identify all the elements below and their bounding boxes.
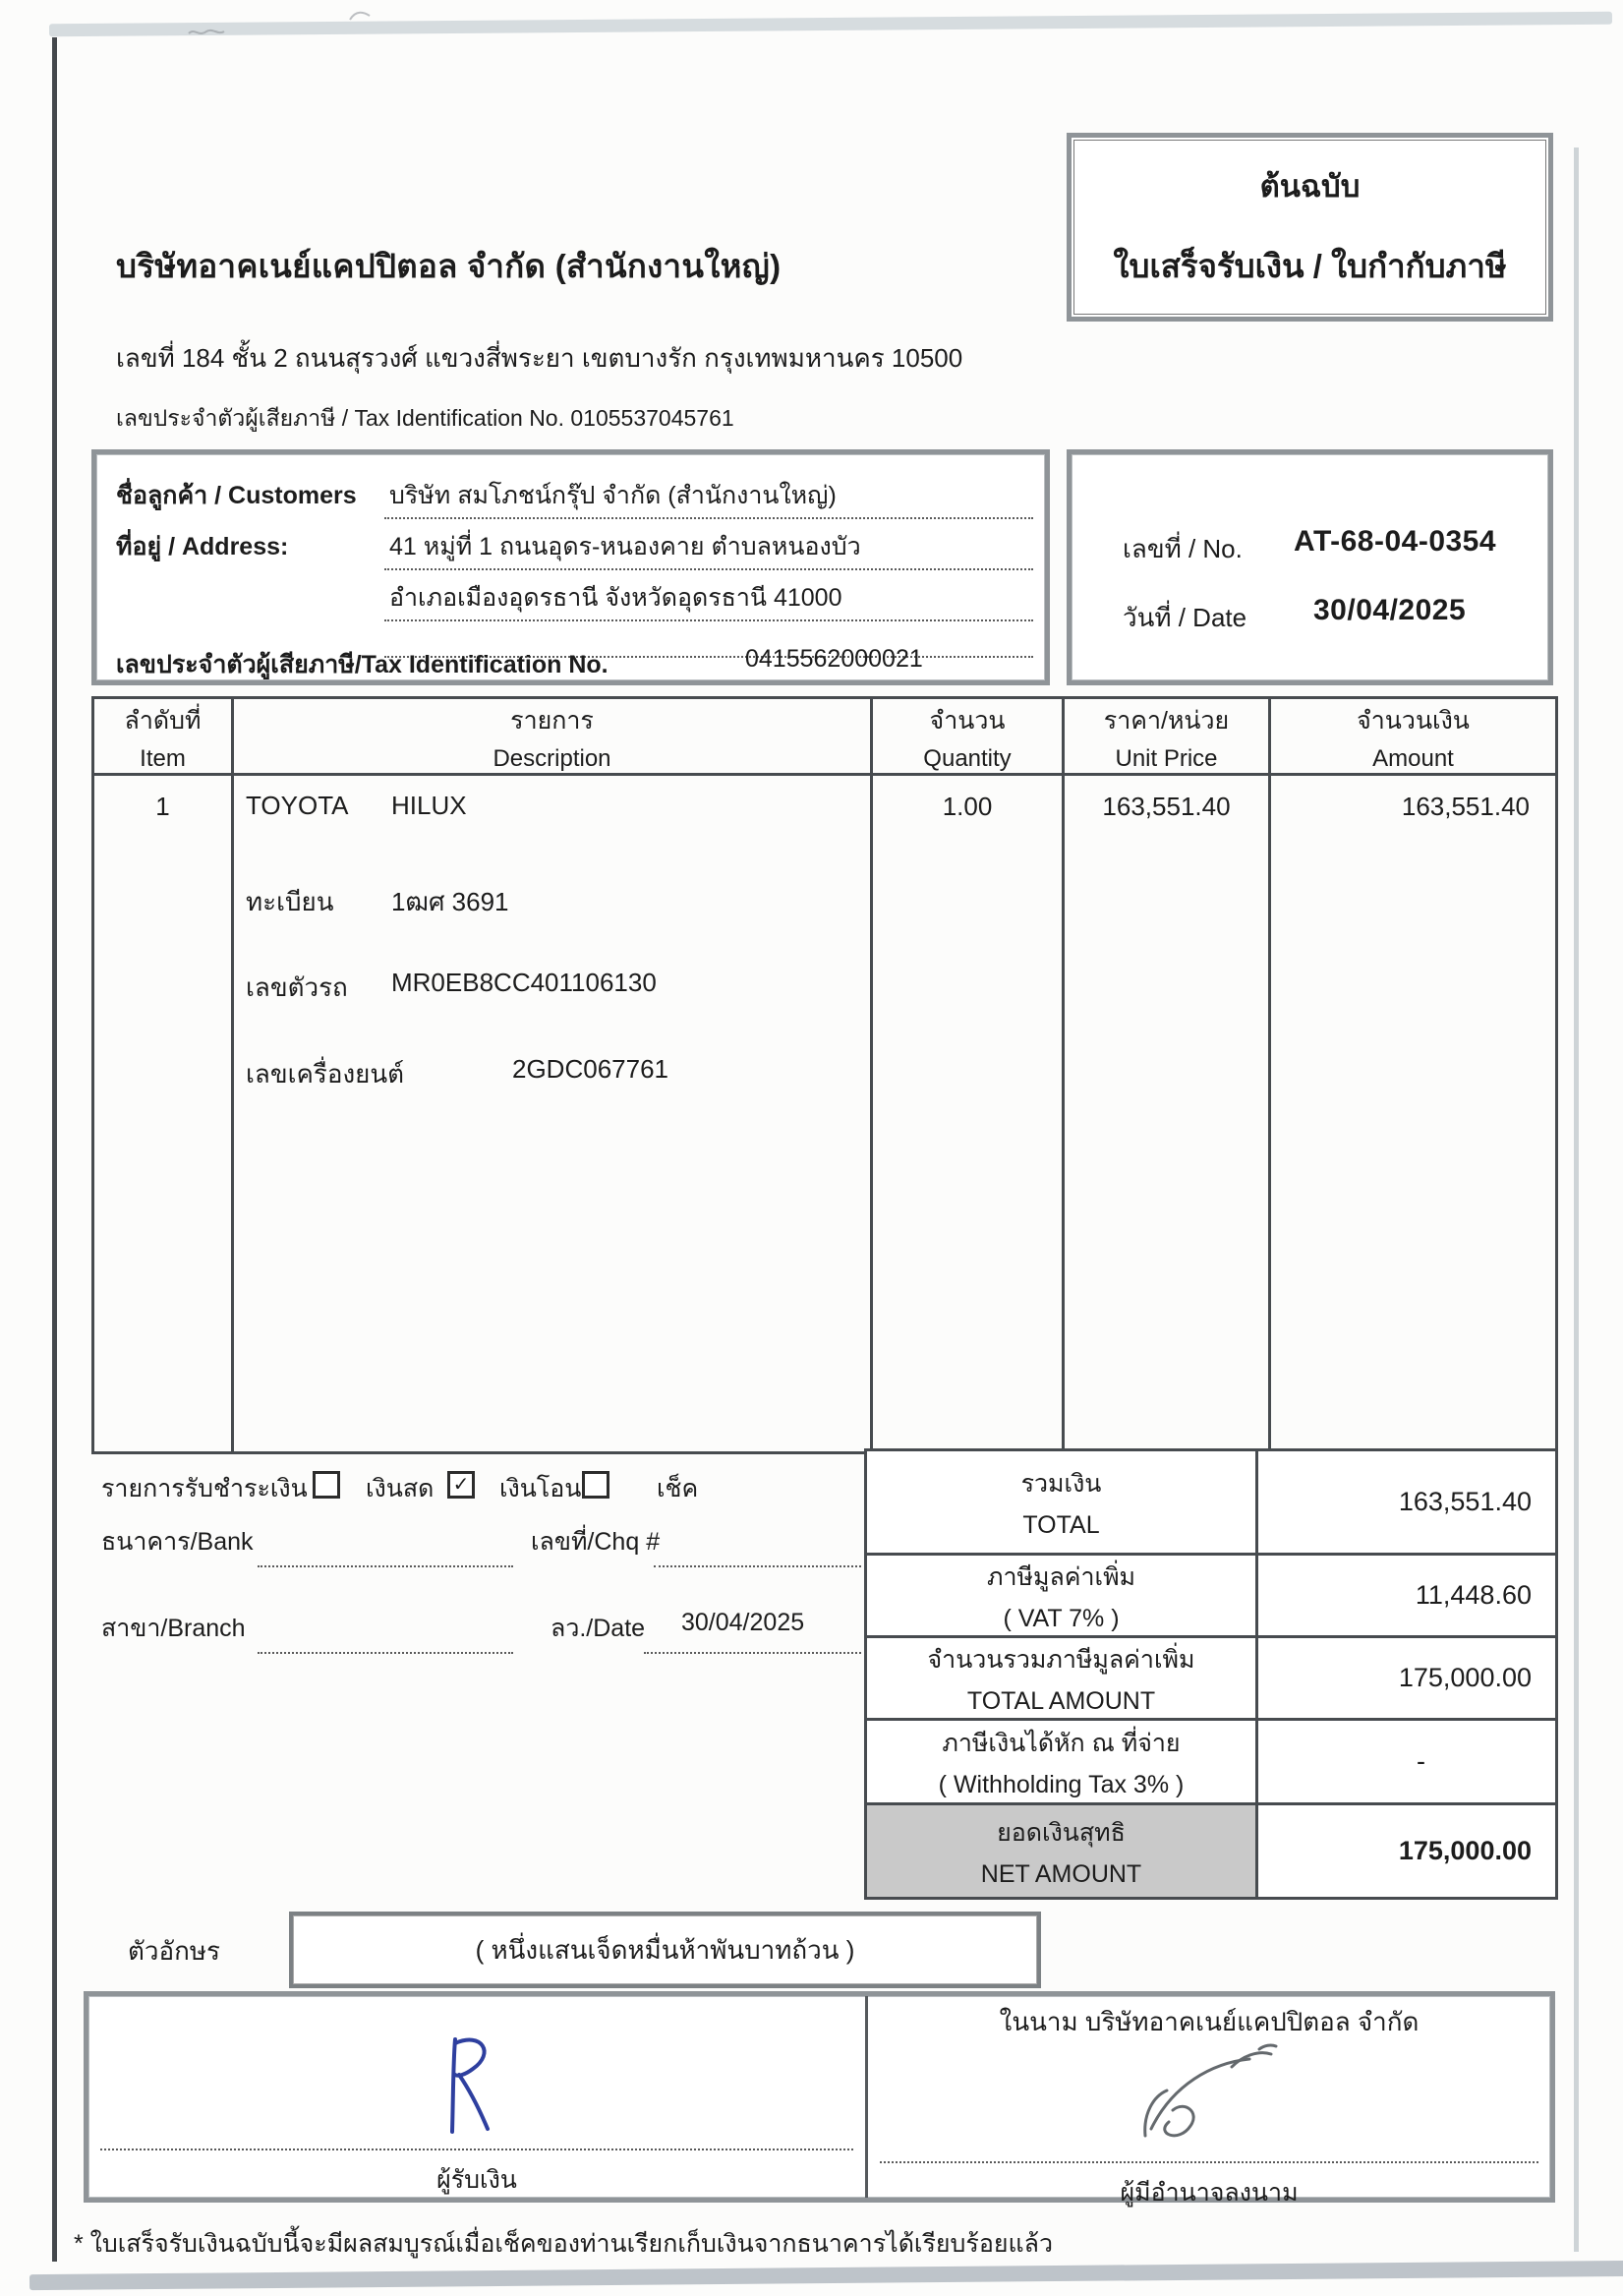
validity-footnote: * ใบเสร็จรับเงินฉบับนี้จะมีผลสมบูรณ์เมื่อเช็คของท่านเรียกเก็บเงินจากธนาคารได้เรียบร้อยแล้ว [74,2230,1053,2258]
receiver-signature-mark [440,2033,499,2137]
scan-left-edge-artifact [52,37,57,2262]
col-header-unit-price [1064,698,1270,775]
total-amount-label-cell [866,1637,1257,1720]
transfer-checkbox: ✓ [447,1471,475,1499]
net-amount-value-cell: 175,000.00 [1257,1804,1557,1899]
pencil-mark [185,20,244,43]
pencil-mark [346,6,376,26]
withholding-tax-label-th: ภาษีเงินได้หัก ณ ที่จ่าย [942,1730,1181,1757]
col-header-quantity-th: จำนวน [929,707,1006,735]
cheque-number-label: เลขที่/Chq # [531,1528,661,1556]
seller-tax-id: เลขประจำตัวผู้เสียภาษี / Tax Identification No. 0105537045761 [116,405,734,431]
authorized-signature-line [880,2161,1538,2163]
col-header-item [93,698,233,775]
customer-name-label: ชื่อลูกค้า / Customers [116,482,357,509]
cheque-option-label: เช็ค [657,1475,699,1502]
col-header-unit-price-th: ราคา/หน่วย [1103,707,1230,735]
withholding-tax-label-cell [866,1720,1257,1804]
withholding-tax-row [866,1720,1557,1804]
amount-in-words-box [289,1912,1041,1988]
customer-name-value: บริษัท สมโภชน์กรุ๊ป จำกัด (สำนักงานใหญ่) [389,482,837,509]
receiver-signature-line [100,2149,853,2150]
col-header-description-en: Description [493,745,611,772]
amount-in-words-value: ( หนึ่งแสนเจ็ดหมื่นห้าพันบาทถ้วน ) [475,1934,855,1965]
withholding-tax-value-cell: - [1257,1720,1557,1804]
ruled-line [384,568,1033,570]
customer-address-label: ที่อยู่ / Address: [116,533,289,560]
seller-company-name: บริษัทอาคเนย์แคปปิตอล จำกัด (สำนักงานใหญ่) [116,248,782,284]
scan-top-edge-artifact [49,12,1612,36]
bank-fill-line [258,1565,513,1567]
col-header-description [233,698,872,775]
col-header-amount-th: จำนวนเงิน [1357,707,1470,735]
engine-number-label: เลขเครื่องยนต์ [246,1059,405,1089]
receiver-signature-cell [88,1996,865,2198]
net-amount-label-en: NET AMOUNT [980,1860,1142,1888]
item-unit-price-cell: 163,551.40 [1064,775,1270,1453]
chassis-number-label: เลขตัวรถ [246,972,348,1002]
scan-bottom-edge-artifact [29,2261,1623,2290]
doc-date-label: วันที่ / Date [1123,603,1247,632]
col-header-item-th: ลำดับที่ [124,707,202,735]
cheque-date-label: ลว./Date [551,1615,646,1642]
vehicle-brand: TOYOTA [246,791,349,820]
cheque-date-fill-line [644,1652,861,1654]
doc-number-label: เลขที่ / No. [1123,534,1243,563]
col-header-unit-price-en: Unit Price [1115,745,1218,772]
items-table [91,696,1558,1454]
net-amount-label-th: ยอดเงินสุทธิ [997,1819,1126,1847]
authorized-caption: ผู้มีอำนาจลงนาม [1120,2179,1299,2207]
cash-option-label: เงินสด [366,1475,435,1502]
seller-address: เลขที่ 184 ชั้น 2 ถนนสุรวงศ์ แขวงสี่พระยา เขตบางรัก กรุงเทพมหานคร 10500 [116,343,963,373]
cheque-date-value: 30/04/2025 [681,1609,805,1636]
item-number-cell: 1 [93,775,233,1453]
customer-tax-id-value: 0415562000021 [745,645,923,673]
customer-address-line1: 41 หมู่ที่ 1 ถนนอุดร-หนองคาย ตำบลหนองบัว [389,533,861,560]
item-quantity-cell: 1.00 [872,775,1064,1453]
on-behalf-of-text: ในนาม บริษัทอาคเนย์แคปปิตอล จำกัด [999,2007,1420,2036]
total-label-th: รวมเงิน [1020,1470,1102,1498]
total-amount-value-cell: 175,000.00 [1257,1637,1557,1720]
bank-label: ธนาคาร/Bank [101,1528,254,1556]
doc-date-value: 30/04/2025 [1313,594,1467,626]
vat-row [866,1555,1557,1637]
branch-label: สาขา/Branch [101,1615,246,1642]
cash-checkbox [313,1471,340,1499]
total-amount-row [866,1637,1557,1720]
items-header-row [93,698,1557,775]
customer-address-line2: อำเภอเมืองอุดรธานี จังหวัดอุดรธานี 41000 [389,584,842,612]
receiver-caption: ผู้รับเงิน [436,2166,517,2194]
engine-number-value: 2GDC067761 [512,1054,668,1084]
col-header-item-en: Item [140,745,186,772]
license-plate-value: 1ฒศ 3691 [391,887,509,916]
net-amount-label-cell [866,1804,1257,1899]
customer-tax-id-label: เลขประจำตัวผู้เสียภาษี/Tax Identification No. [116,651,609,678]
col-header-description-th: รายการ [510,707,594,735]
col-header-quantity [872,698,1064,775]
total-label-en: TOTAL [1022,1511,1100,1539]
cheque-checkbox [582,1471,609,1499]
license-plate-label: ทะเบียน [246,887,334,916]
cheque-number-fill-line [654,1565,861,1567]
doc-number-value: AT-68-04-0354 [1294,525,1497,558]
scan-right-edge-artifact [1574,147,1579,2252]
item-description-cell [233,775,872,1453]
ruled-line [384,517,1033,519]
authorized-signature-mark [1133,2035,1291,2149]
total-row [866,1450,1557,1555]
withholding-tax-label-en: ( Withholding Tax 3% ) [938,1771,1185,1798]
item-row [93,775,1557,1453]
chassis-number-value: MR0EB8CC401106130 [391,968,657,997]
signature-box [84,1991,1555,2207]
vat-label-th: ภาษีมูลค่าเพิ่ม [986,1563,1136,1591]
col-header-amount [1270,698,1557,775]
branch-fill-line [258,1652,513,1654]
copy-type-label: ต้นฉบับ [1259,169,1361,204]
customer-info-box [91,449,1050,685]
totals-table [864,1448,1558,1900]
authorized-signature-cell [865,1996,1550,2207]
document-title: ใบเสร็จรับเงิน / ใบกำกับภาษี [1113,248,1507,284]
total-amount-label-th: จำนวนรวมภาษีมูลค่าเพิ่ม [927,1646,1195,1674]
col-header-quantity-en: Quantity [923,745,1012,772]
document-type-badge [1067,133,1553,322]
amount-in-words-label: ตัวอักษร [128,1936,220,1966]
ruled-line [384,619,1033,621]
vat-value-cell: 11,448.60 [1257,1555,1557,1637]
total-amount-label-en: TOTAL AMOUNT [966,1687,1156,1715]
net-amount-row [866,1804,1557,1899]
payment-section-label: รายการรับชำระเงิน [101,1475,308,1502]
vehicle-model: HILUX [391,791,467,820]
vat-label-cell [866,1555,1257,1637]
col-header-amount-en: Amount [1372,745,1454,772]
transfer-option-label: เงินโอน [499,1475,582,1502]
item-amount-cell: 163,551.40 [1270,775,1557,1453]
total-value-cell: 163,551.40 [1257,1450,1557,1555]
total-label-cell [866,1450,1257,1555]
vat-label-en: ( VAT 7% ) [1003,1605,1120,1632]
document-meta-box [1067,449,1553,685]
